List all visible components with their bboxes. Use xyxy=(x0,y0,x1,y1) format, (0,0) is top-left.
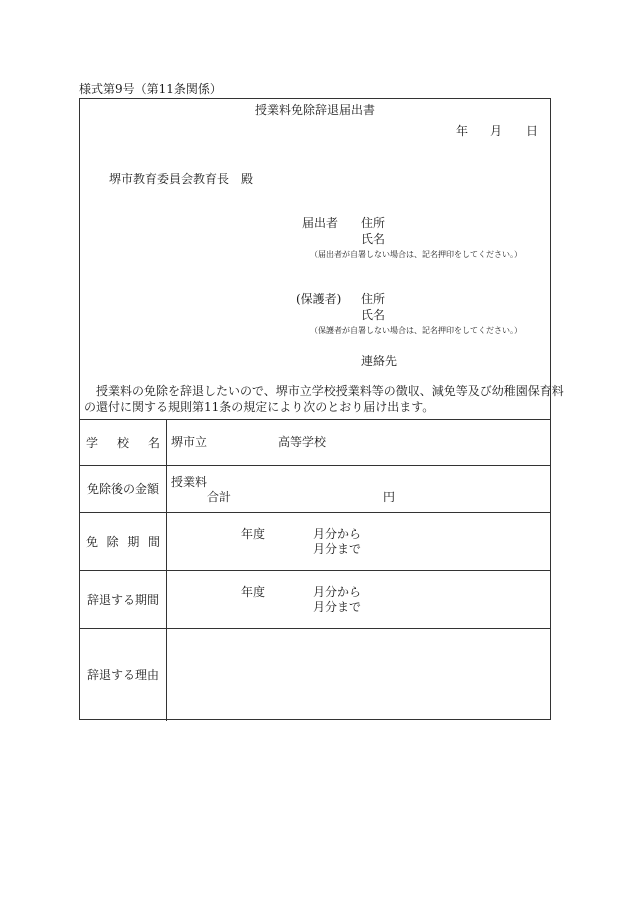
applicant-label: 届出者 xyxy=(302,216,339,230)
total-label: 合計 xyxy=(207,490,232,504)
applicant-name-label: 氏名 xyxy=(361,232,386,246)
applicant-note: （届出者が自署しない場合は、記名押印をしてください。） xyxy=(310,250,522,259)
exempt-from: 月分から xyxy=(313,527,362,541)
guardian-note: （保護者が自署しない場合は、記名押印をしてください。） xyxy=(310,326,522,335)
exempt-period-header: 免 除 期 間 xyxy=(86,534,160,549)
date-year: 年 xyxy=(456,124,469,138)
addressee: 堺市教育委員会教育長 殿 xyxy=(109,172,254,186)
school-suffix: 高等学校 xyxy=(278,435,327,449)
form-title: 授業料免除辞退届出書 xyxy=(254,103,375,117)
form-number: 様式第9号（第11条関係） xyxy=(79,82,222,96)
guardian-address-label: 住所 xyxy=(361,292,386,306)
exempt-fiscal-year: 年度 xyxy=(241,527,266,541)
date-month: 月 xyxy=(490,124,503,138)
amount-header: 免除後の金額 xyxy=(86,482,159,496)
school-header: 学 校 名 xyxy=(86,435,160,450)
tuition-label: 授業料 xyxy=(171,475,208,489)
yen-label: 円 xyxy=(383,490,396,504)
school-prefix: 堺市立 xyxy=(171,435,208,449)
column-rule xyxy=(166,419,167,721)
exempt-to: 月分まで xyxy=(313,542,362,556)
applicant-address-label: 住所 xyxy=(361,216,386,230)
guardian-label: (保護者) xyxy=(296,292,342,306)
statement-line-2: の還付に関する規則第11条の規定により次のとおり届け出ます。 xyxy=(84,400,435,414)
guardian-name-label: 氏名 xyxy=(361,308,386,322)
decline-to: 月分まで xyxy=(313,600,362,614)
statement-line-1: 授業料の免除を辞退したいので、堺市立学校授業料等の徴収、減免等及び幼稚園保育料 xyxy=(84,384,564,398)
date-day: 日 xyxy=(526,124,539,138)
contact-label: 連絡先 xyxy=(361,354,398,368)
decline-fiscal-year: 年度 xyxy=(241,585,266,599)
reason-header: 辞退する理由 xyxy=(86,668,159,682)
decline-period-header: 辞退する期間 xyxy=(86,592,159,607)
decline-from: 月分から xyxy=(313,585,362,599)
form-box xyxy=(79,98,564,720)
